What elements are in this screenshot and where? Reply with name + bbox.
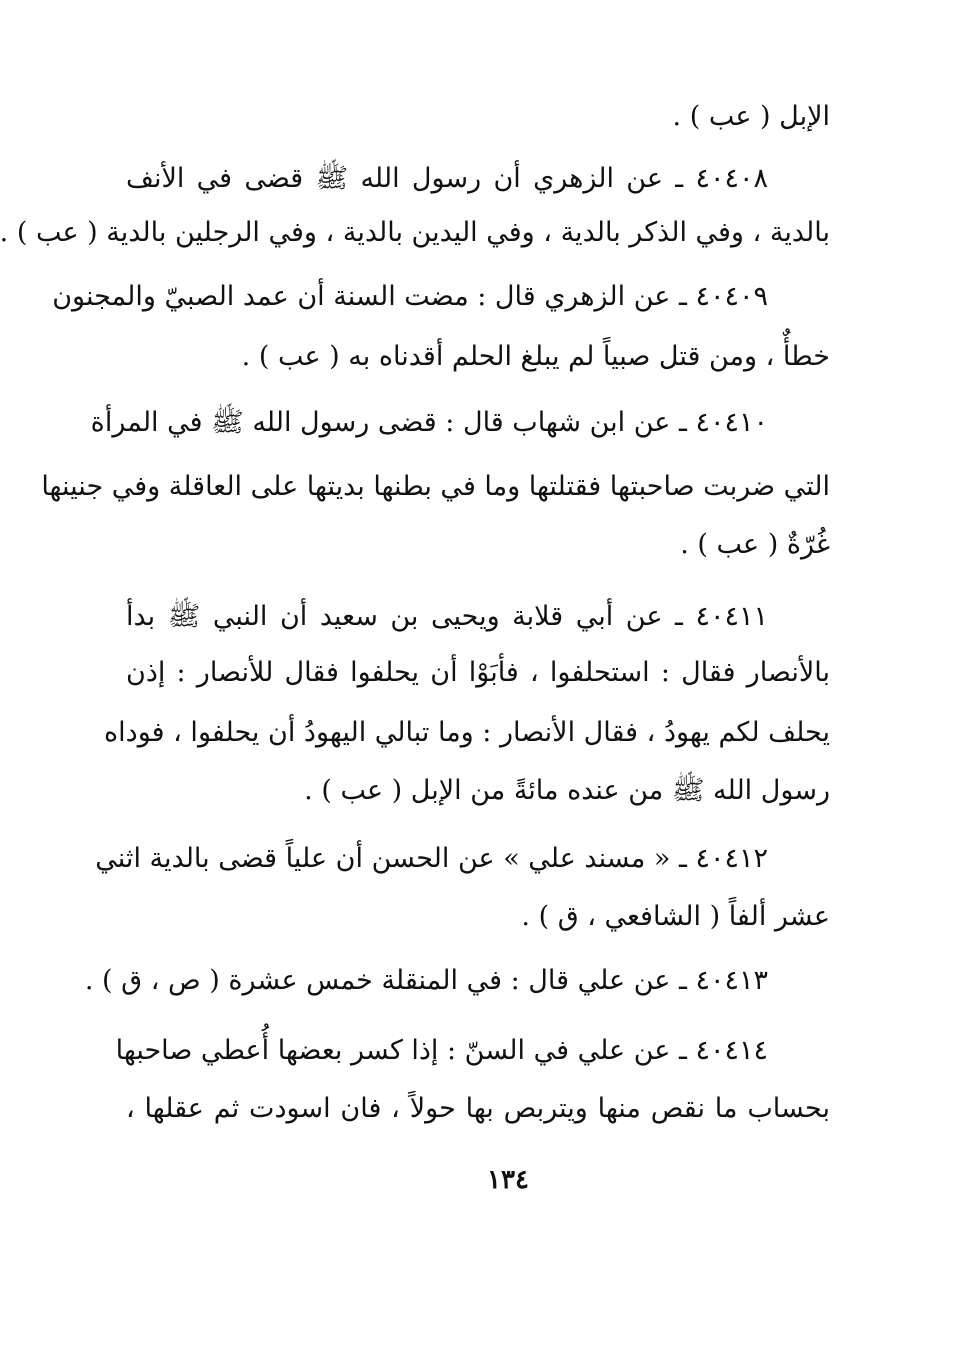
text-line: الإبل ( عب ) . bbox=[672, 101, 830, 132]
hadith-40410-line-2: التي ضربت صاحبتها فقتلتها وما في بطنها بديتها على العاقلة وفي جنينها bbox=[41, 471, 830, 502]
hadith-40409-line-2: خطأٌ ، ومن قتل صبياً لم يبلغ الحلم أقدناه به ( عب ) . bbox=[241, 341, 830, 372]
hadith-40411-line-3: يحلف لكم يهودُ ، فقال الأنصار : وما تبالي اليهودُ أن يحلفوا ، فوداه bbox=[104, 717, 830, 748]
hadith-40412-line-2: عشر ألفاً ( الشافعي ، ق ) . bbox=[521, 901, 830, 932]
hadith-40409-line-1: ٤٠٤٠٩ ـ عن الزهري قال : مضت السنة أن عمد الصبيّ والمجنون bbox=[52, 281, 768, 312]
hadith-40411-line-2: بالأنصار فقال : استحلفوا ، فأبَوْا أن يحلفوا فقال للأنصار : إذن bbox=[126, 657, 830, 688]
hadith-40414-line-2: بحساب ما نقص منها ويتربص بها حولاً ، فان اسودت ثم عقلها ، bbox=[126, 1093, 830, 1124]
hadith-40411-line-4: رسول الله ﷺ من عنده مائةً من الإبل ( عب ) . bbox=[304, 775, 830, 806]
hadith-40410-line-1: ٤٠٤١٠ ـ عن ابن شهاب قال : قضى رسول الله ﷺ في المرأة bbox=[90, 407, 768, 438]
hadith-40411-line-1: ٤٠٤١١ ـ عن أبي قلابة ويحيى بن سعيد أن النبي ﷺ بدأ bbox=[126, 601, 768, 632]
hadith-40410-line-3: غُرّةٌ ( عب ) . bbox=[680, 529, 830, 560]
hadith-40408-line-2: بالدية ، وفي الذكر بالدية ، وفي اليدين بالدية ، وفي الرجلين بالدية ( عب ) . bbox=[0, 217, 830, 248]
document-page bbox=[0, 82, 830, 1182]
page-number: ١٣٤ bbox=[487, 1165, 529, 1195]
hadith-40408-line-1: ٤٠٤٠٨ ـ عن الزهري أن رسول الله ﷺ قضى في الأنف bbox=[126, 163, 768, 194]
hadith-40414-line-1: ٤٠٤١٤ ـ عن علي في السنّ : إذا كسر بعضها أُعطي صاحبها bbox=[115, 1035, 768, 1066]
hadith-40413-line-1: ٤٠٤١٣ ـ عن علي قال : في المنقلة خمس عشرة ( ص ، ق ) . bbox=[84, 965, 768, 996]
hadith-40412-line-1: ٤٠٤١٢ ـ « مسند علي » عن الحسن أن علياً قضى بالدية اثني bbox=[95, 843, 768, 874]
